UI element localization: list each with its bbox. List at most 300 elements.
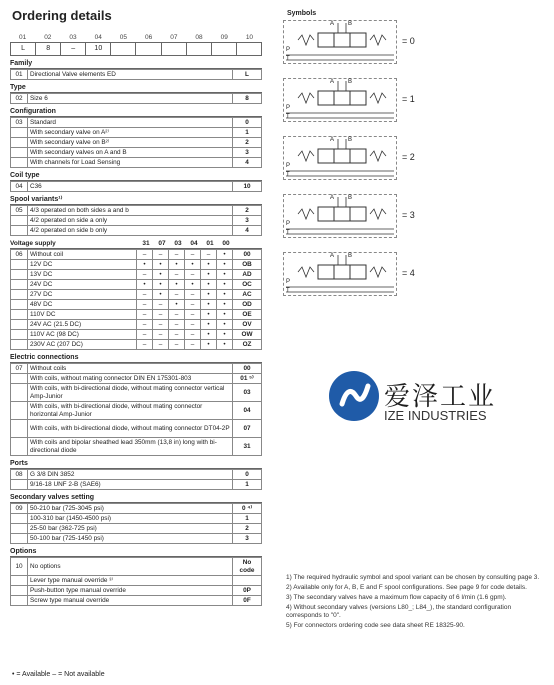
row-code: 10 (233, 182, 262, 192)
code-value-cell (237, 43, 261, 55)
port-label-a: A (330, 137, 335, 143)
table-row (11, 534, 262, 544)
availability-legend: • = Available – = Not available (12, 671, 105, 678)
port-label-p: P (286, 47, 291, 53)
table-row (11, 340, 262, 350)
row-number (11, 514, 28, 524)
row-label: 25-50 bar (362-725 psi) (28, 524, 233, 534)
section-heading: Spool variants¹⁾ (10, 195, 262, 205)
availability-cell: • (201, 270, 217, 280)
code-position-number: 04 (94, 34, 102, 41)
code-value-cell: 8 (36, 43, 61, 55)
availability-cell: • (201, 300, 217, 310)
row-code: OE (233, 310, 262, 320)
row-code: 31 (233, 438, 262, 456)
row-code: 3 (233, 534, 262, 544)
availability-cell: • (201, 330, 217, 340)
row-number (11, 260, 28, 270)
code-value-cell: L (11, 43, 36, 55)
row-code: 1 (233, 128, 262, 138)
table-row (11, 94, 262, 104)
section-table (10, 469, 262, 490)
code-position-number: 08 (195, 34, 203, 41)
availability-cell: • (217, 340, 233, 350)
availability-cell: – (137, 270, 153, 280)
port-label-a: A (330, 21, 335, 27)
row-number (11, 148, 28, 158)
row-code: 1 (233, 514, 262, 524)
row-label: 27V DC (28, 290, 137, 300)
row-number: 09 (11, 504, 28, 514)
section-heading: Coil type (10, 171, 262, 181)
row-number (11, 438, 28, 456)
row-code: 03 (233, 384, 262, 402)
table-row (11, 216, 262, 226)
code-value-cell (187, 43, 212, 55)
row-label: 4/2 operated on side b only (28, 226, 233, 236)
row-number: 07 (11, 364, 28, 374)
table-row (11, 330, 262, 340)
code-position-number: 02 (44, 34, 52, 41)
availability-cell: – (153, 340, 169, 350)
code-position-number: 05 (119, 34, 128, 41)
availability-cell: • (201, 320, 217, 330)
section-table (10, 363, 262, 456)
table-row (11, 480, 262, 490)
section-table (10, 69, 262, 80)
table-row (11, 364, 262, 374)
voltage-column-header: 00 (222, 240, 230, 247)
row-label: No options (28, 558, 233, 576)
availability-cell: • (217, 320, 233, 330)
ordering-code-row (10, 42, 262, 56)
availability-cell: – (169, 320, 185, 330)
table-row (11, 250, 262, 260)
voltage-column-header: 01 (206, 240, 214, 247)
availability-cell: • (217, 280, 233, 290)
row-number (11, 340, 28, 350)
port-label-p: P (286, 163, 291, 169)
availability-cell: • (137, 260, 153, 270)
row-code: L (233, 70, 262, 80)
table-row (11, 504, 262, 514)
row-label: With secondary valve on B²⁾ (28, 138, 233, 148)
row-label: 13V DC (28, 270, 137, 280)
table-row (11, 270, 262, 280)
availability-cell: – (153, 310, 169, 320)
row-number: 04 (11, 182, 28, 192)
availability-cell: • (185, 260, 201, 270)
voltage-column-header: 03 (174, 240, 182, 247)
row-code: AC (233, 290, 262, 300)
row-number (11, 138, 28, 148)
availability-cell: – (153, 250, 169, 260)
spacer (234, 239, 262, 248)
port-label-t: T (286, 114, 290, 120)
row-label: Screw type manual override (28, 596, 233, 606)
port-label-t: T (286, 288, 290, 294)
port-label-a: A (330, 253, 335, 259)
row-number (11, 534, 28, 544)
availability-cell: • (201, 280, 217, 290)
table-row (11, 138, 262, 148)
row-label: Size 6 (28, 94, 233, 104)
port-label-t: T (286, 230, 290, 236)
row-number: 01 (11, 70, 28, 80)
table-row (11, 70, 262, 80)
row-number (11, 402, 28, 420)
row-code: 01 ⁵⁾ (233, 374, 262, 384)
row-code (233, 576, 262, 586)
availability-cell: – (185, 340, 201, 350)
port-label-t: T (286, 56, 290, 62)
footnote: 2) Available only for A, B, E and F spool configurations. See page 9 for code details. (286, 584, 527, 591)
availability-cell: • (201, 340, 217, 350)
row-number (11, 310, 28, 320)
row-label: Lever type manual override ³⁾ (28, 576, 233, 586)
port-label-p: P (286, 279, 291, 285)
table-row (11, 280, 262, 290)
row-code: 0 (233, 470, 262, 480)
row-code: 4 (233, 158, 262, 168)
table-row (11, 576, 262, 586)
availability-cell: • (217, 250, 233, 260)
row-label: With coils, with bi-directional diode, without mating connector vertical Amp-Junior (28, 384, 233, 402)
voltage-column-header: 31 (142, 240, 150, 247)
row-code: OB (233, 260, 262, 270)
availability-cell: • (169, 260, 185, 270)
symbols-title: Symbols (287, 10, 317, 17)
row-label: 50-210 bar (725-3045 psi) (28, 504, 233, 514)
row-label: C36 (28, 182, 233, 192)
code-positions (10, 34, 262, 41)
row-code: 07 (233, 420, 262, 438)
table-row (11, 438, 262, 456)
row-label: 100-310 bar (1450-4500 psi) (28, 514, 233, 524)
port-label-b: B (348, 21, 353, 27)
availability-cell: – (137, 320, 153, 330)
availability-cell: • (217, 300, 233, 310)
availability-cell: – (185, 320, 201, 330)
section-heading: Electric connections (10, 353, 262, 363)
row-number (11, 420, 28, 438)
section-table (10, 205, 262, 236)
availability-cell: – (185, 300, 201, 310)
port-label-p: P (286, 105, 291, 111)
row-label: With coils, with bi-directional diode, without mating connector horizontal Amp-Junior (28, 402, 233, 420)
table-row (11, 206, 262, 216)
table-row (11, 402, 262, 420)
row-label: 24V DC (28, 280, 137, 290)
row-number: 10 (11, 558, 28, 576)
row-code: OV (233, 320, 262, 330)
row-number: 03 (11, 118, 28, 128)
table-row (11, 226, 262, 236)
code-value-cell (111, 43, 136, 55)
availability-cell: • (201, 290, 217, 300)
row-label: With channels for Load Sensing (28, 158, 233, 168)
voltage-table (10, 249, 262, 350)
availability-cell: • (217, 290, 233, 300)
table-row (11, 320, 262, 330)
ordering-form (10, 34, 262, 606)
row-code: 00 (233, 364, 262, 374)
voltage-column-header: 07 (158, 240, 166, 247)
row-label: 9/16-18 UNF 2-B (SAE6) (28, 480, 233, 490)
availability-cell: – (185, 270, 201, 280)
symbol-code-label: = 4 (402, 268, 415, 278)
availability-cell: – (169, 290, 185, 300)
row-code: 1 (233, 480, 262, 490)
row-label: Push-button type manual override (28, 586, 233, 596)
row-label: Without coil (28, 250, 137, 260)
row-code: OW (233, 330, 262, 340)
row-label: With coils, with bi-directional diode, without mating connector DT04-2P (28, 420, 233, 438)
row-label: 4/2 operated on side a only (28, 216, 233, 226)
availability-cell: – (153, 300, 169, 310)
row-label: G 3/8 DIN 3852 (28, 470, 233, 480)
availability-cell: • (217, 270, 233, 280)
row-code: AD (233, 270, 262, 280)
row-number (11, 374, 28, 384)
port-label-p: P (286, 221, 291, 227)
availability-cell: • (169, 300, 185, 310)
section-heading: Type (10, 83, 262, 93)
table-row (11, 128, 262, 138)
row-code: 4 (233, 226, 262, 236)
availability-cell: – (137, 250, 153, 260)
row-number (11, 290, 28, 300)
row-code: 3 (233, 148, 262, 158)
availability-cell: • (185, 280, 201, 290)
row-code: OZ (233, 340, 262, 350)
section-heading: Configuration (10, 107, 262, 117)
table-row (11, 300, 262, 310)
hydraulic-symbol (283, 20, 397, 64)
logo-chinese-text: 爱泽工业 (384, 381, 497, 411)
code-position-number: 10 (245, 34, 254, 41)
row-number (11, 480, 28, 490)
port-label-b: B (348, 253, 353, 259)
availability-cell: – (137, 310, 153, 320)
row-number (11, 128, 28, 138)
row-label: 48V DC (28, 300, 137, 310)
row-code: OD (233, 300, 262, 310)
hydraulic-symbol (283, 136, 397, 180)
row-number (11, 158, 28, 168)
footnote: 1) The required hydraulic symbol and spool variant can be chosen by consulting page 3. (286, 574, 540, 581)
row-number (11, 320, 28, 330)
row-number (11, 524, 28, 534)
section-heading: Family (10, 59, 262, 69)
row-code: 3 (233, 216, 262, 226)
availability-cell: • (217, 260, 233, 270)
availability-cell: • (153, 260, 169, 270)
port-label-b: B (348, 79, 353, 85)
availability-cell: – (137, 290, 153, 300)
section-table (10, 181, 262, 192)
row-label: Without coils (28, 364, 233, 374)
availability-cell: – (153, 330, 169, 340)
availability-cell: – (185, 290, 201, 300)
row-code: 0P (233, 586, 262, 596)
row-label: With coils, without mating connector DIN EN 175301-803 (28, 374, 233, 384)
code-value-cell: – (61, 43, 86, 55)
row-number: 02 (11, 94, 28, 104)
availability-cell: • (153, 290, 169, 300)
row-code: 0 (233, 118, 262, 128)
row-code: 2 (233, 138, 262, 148)
row-number (11, 384, 28, 402)
table-row (11, 558, 262, 576)
table-row (11, 514, 262, 524)
row-label: Directional Valve elements ED (28, 70, 233, 80)
availability-cell: – (185, 330, 201, 340)
row-label: 110V DC (28, 310, 137, 320)
row-label: With secondary valves on A and B (28, 148, 233, 158)
row-code: No code (233, 558, 262, 576)
section-heading: Secondary valves setting (10, 493, 262, 503)
availability-cell: – (153, 320, 169, 330)
availability-cell: • (169, 280, 185, 290)
symbol-code-label: = 1 (402, 94, 415, 104)
table-row (11, 182, 262, 192)
code-position-number: 06 (145, 34, 153, 41)
row-code: 2 (233, 206, 262, 216)
availability-cell: • (201, 310, 217, 320)
symbol-code-label: = 2 (402, 152, 415, 162)
table-row (11, 148, 262, 158)
row-number (11, 330, 28, 340)
row-code: 2 (233, 524, 262, 534)
footnote: 4) Without secondary valves (versions L80_; L84_), the standard configuration corresponds to "0". (286, 604, 512, 619)
availability-cell: – (185, 250, 201, 260)
availability-cell: • (217, 330, 233, 340)
code-value-cell (212, 43, 237, 55)
code-position-number: 03 (69, 34, 77, 41)
row-code: 8 (233, 94, 262, 104)
availability-cell: – (137, 340, 153, 350)
footnote: 5) For connectors ordering code see data sheet RE 18325-90. (286, 622, 465, 629)
table-row (11, 420, 262, 438)
table-row (11, 586, 262, 596)
table-row (11, 118, 262, 128)
row-number (11, 596, 28, 606)
code-value-cell (162, 43, 187, 55)
row-code: 00 (233, 250, 262, 260)
section-heading: Options (10, 547, 262, 557)
company-logo-icon (328, 370, 380, 427)
row-number: 05 (11, 206, 28, 216)
port-label-a: A (330, 79, 335, 85)
table-row (11, 260, 262, 270)
row-label: 110V AC (98 DC) (28, 330, 137, 340)
row-code: 0F (233, 596, 262, 606)
availability-cell: – (201, 250, 217, 260)
availability-cell: – (169, 310, 185, 320)
code-value-cell: 10 (86, 43, 111, 55)
hydraulic-symbol (283, 252, 397, 296)
section-table (10, 93, 262, 104)
availability-cell: • (153, 270, 169, 280)
table-row (11, 524, 262, 534)
table-row (11, 310, 262, 320)
row-label: 50-100 bar (725-1450 psi) (28, 534, 233, 544)
table-row (11, 384, 262, 402)
hydraulic-symbol (283, 78, 397, 122)
code-position-number: 07 (170, 34, 178, 41)
section-table (10, 117, 262, 168)
row-label: 4/3 operated on both sides a and b (28, 206, 233, 216)
row-code: 04 (233, 402, 262, 420)
port-label-b: B (348, 137, 353, 143)
availability-cell: – (137, 300, 153, 310)
table-row (11, 374, 262, 384)
row-number (11, 216, 28, 226)
availability-cell: – (185, 310, 201, 320)
row-code: 0 ⁴⁾ (233, 504, 262, 514)
availability-cell: • (137, 280, 153, 290)
page-title: Ordering details (12, 8, 112, 23)
section-table (10, 503, 262, 544)
row-number (11, 586, 28, 596)
row-number (11, 226, 28, 236)
availability-cell: – (169, 340, 185, 350)
row-label: 24V AC (21.5 DC) (28, 320, 137, 330)
row-number (11, 280, 28, 290)
port-label-a: A (330, 195, 335, 201)
voltage-heading: Voltage supply (10, 240, 56, 247)
symbol-code-label: = 3 (402, 210, 415, 220)
availability-cell: – (169, 270, 185, 280)
table-row (11, 290, 262, 300)
table-row (11, 596, 262, 606)
row-label: 12V DC (28, 260, 137, 270)
row-label: With secondary valve on A²⁾ (28, 128, 233, 138)
row-number: 08 (11, 470, 28, 480)
table-row (11, 158, 262, 168)
row-label: 230V AC (207 DC) (28, 340, 137, 350)
availability-cell: • (153, 280, 169, 290)
availability-cell: • (217, 310, 233, 320)
logo-english-text: IZE INDUSTRIES (384, 408, 487, 423)
row-number (11, 576, 28, 586)
section-heading (10, 239, 262, 249)
availability-cell: – (169, 250, 185, 260)
table-row (11, 470, 262, 480)
row-label: With coils and bipolar sheathed lead 350mm (13,8 in) long with bi-directional diode (28, 438, 233, 456)
availability-cell: – (169, 330, 185, 340)
row-number (11, 300, 28, 310)
section-heading: Ports (10, 459, 262, 469)
footnotes (286, 574, 542, 632)
footnote: 3) The secondary valves have a maximum flow capacity of 6 l/min (1.6 gpm). (286, 594, 507, 601)
code-position-number: 01 (18, 34, 27, 41)
row-label: Standard (28, 118, 233, 128)
row-code: OC (233, 280, 262, 290)
hydraulic-symbol (283, 194, 397, 238)
port-label-b: B (348, 195, 353, 201)
port-label-t: T (286, 172, 290, 178)
section-table (10, 557, 262, 606)
voltage-column-header: 04 (190, 240, 198, 247)
ordering-sections (10, 59, 262, 606)
availability-cell: – (137, 330, 153, 340)
availability-cell: • (201, 260, 217, 270)
code-position-number: 09 (220, 34, 228, 41)
row-number: 06 (11, 250, 28, 260)
row-number (11, 270, 28, 280)
